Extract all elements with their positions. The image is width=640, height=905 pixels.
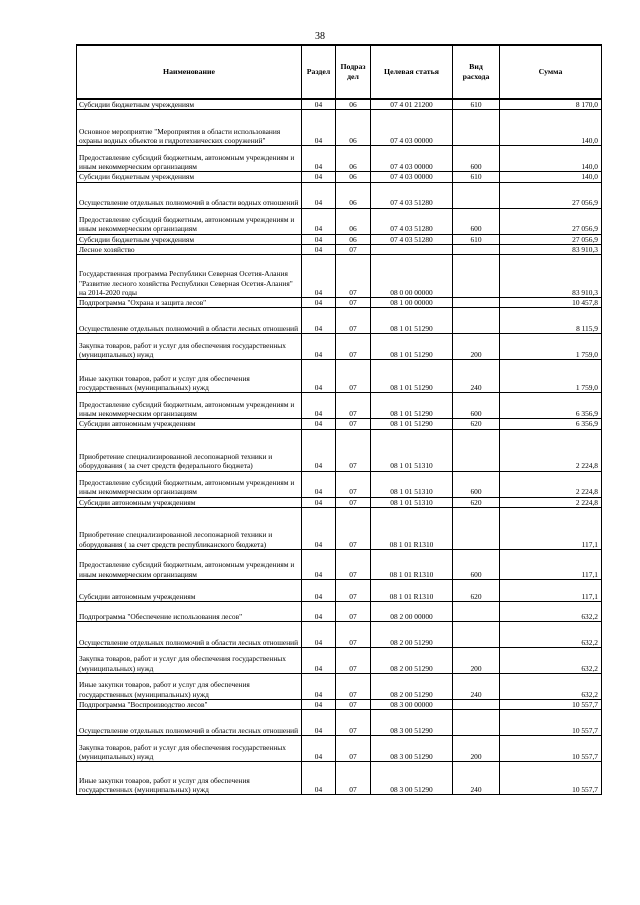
table-row <box>77 172 602 182</box>
header-subsection: Подраз дел <box>336 45 371 99</box>
row-name: Предоставление субсидий бюджетным, автономным учреждениям и иным некоммерческим организациям <box>77 549 302 579</box>
row-section: 04 <box>302 471 336 497</box>
budget-table <box>76 44 602 795</box>
row-subsection: 07 <box>336 507 371 549</box>
row-section: 04 <box>302 736 336 762</box>
row-expense-type: 620 <box>453 579 500 601</box>
table-row <box>77 234 602 244</box>
row-subsection: 06 <box>336 234 371 244</box>
row-subsection: 07 <box>336 393 371 419</box>
header-section: Раздел <box>302 45 336 99</box>
row-target: 08 2 00 51290 <box>371 673 453 699</box>
row-amount: 8 115,9 <box>500 308 602 334</box>
row-name: Иные закупки товаров, работ и услуг для обеспечения государственных (муниципальных) нужд <box>77 762 302 795</box>
row-expense-type <box>453 308 500 334</box>
row-subsection: 07 <box>336 244 371 254</box>
table-row <box>77 497 602 507</box>
row-amount: 117,1 <box>500 579 602 601</box>
row-amount: 10 557,7 <box>500 699 602 709</box>
row-target: 07 4 03 00000 <box>371 110 453 146</box>
row-section: 04 <box>302 762 336 795</box>
table-row <box>77 673 602 699</box>
row-subsection: 07 <box>336 419 371 429</box>
table-row <box>77 699 602 709</box>
row-section: 04 <box>302 360 336 393</box>
row-expense-type <box>453 244 500 254</box>
row-name: Предоставление субсидий бюджетным, автономным учреждениям и иным некоммерческим организациям <box>77 208 302 234</box>
row-target: 08 2 00 51290 <box>371 621 453 647</box>
row-section: 04 <box>302 497 336 507</box>
row-section: 04 <box>302 549 336 579</box>
row-amount: 10 557,7 <box>500 762 602 795</box>
row-name: Закупка товаров, работ и услуг для обеспечения государственных (муниципальных) нужд <box>77 736 302 762</box>
row-section: 04 <box>302 110 336 146</box>
table-row <box>77 308 602 334</box>
row-expense-type: 240 <box>453 360 500 393</box>
row-target: 08 1 01 51290 <box>371 308 453 334</box>
table-row <box>77 110 602 146</box>
row-target: 08 1 01 51290 <box>371 334 453 360</box>
table-body <box>77 99 602 795</box>
header-expense-type: Вид расхода <box>453 45 500 99</box>
row-name: Осуществление отдельных полномочий в области лесных отношений <box>77 621 302 647</box>
header-amount: Сумма <box>500 45 602 99</box>
row-expense-type <box>453 182 500 208</box>
row-amount: 10 557,7 <box>500 736 602 762</box>
row-target: 08 3 00 51290 <box>371 710 453 736</box>
table-header-row <box>77 45 602 99</box>
row-name: Приобретение специализированной лесопожарной техники и оборудования ( за счет средств федерального бюджета) <box>77 429 302 471</box>
table-row <box>77 298 602 308</box>
row-name: Предоставление субсидий бюджетным, автономным учреждениям и иным некоммерческим организациям <box>77 471 302 497</box>
row-name: Субсидии бюджетным учреждениям <box>77 172 302 182</box>
row-target: 08 1 01 R1310 <box>371 579 453 601</box>
row-amount: 10 557,7 <box>500 710 602 736</box>
table-row <box>77 334 602 360</box>
row-subsection: 07 <box>336 736 371 762</box>
table-row <box>77 621 602 647</box>
row-section: 04 <box>302 244 336 254</box>
row-name: Подпрограмма "Охрана и защита лесов" <box>77 298 302 308</box>
row-amount: 83 910,3 <box>500 255 602 298</box>
row-amount: 27 056,9 <box>500 234 602 244</box>
row-name: Субсидии автономным учреждениям <box>77 497 302 507</box>
row-subsection: 07 <box>336 699 371 709</box>
row-expense-type <box>453 621 500 647</box>
row-subsection: 07 <box>336 255 371 298</box>
row-amount: 632,2 <box>500 621 602 647</box>
row-expense-type: 600 <box>453 393 500 419</box>
row-subsection: 06 <box>336 172 371 182</box>
row-subsection: 06 <box>336 182 371 208</box>
row-amount: 27 056,9 <box>500 208 602 234</box>
row-name: Приобретение специализированной лесопожарной техники и оборудования ( за счет средств республиканского бюджета) <box>77 507 302 549</box>
row-target: 08 1 01 51310 <box>371 429 453 471</box>
row-expense-type <box>453 110 500 146</box>
table-row <box>77 710 602 736</box>
row-expense-type <box>453 601 500 621</box>
row-expense-type: 620 <box>453 419 500 429</box>
row-amount: 117,1 <box>500 507 602 549</box>
row-name: Подпрограмма "Обеспечение использования лесов" <box>77 601 302 621</box>
row-target: 08 1 01 51290 <box>371 360 453 393</box>
row-subsection: 07 <box>336 360 371 393</box>
row-amount: 83 910,3 <box>500 244 602 254</box>
table-row <box>77 419 602 429</box>
table-row <box>77 244 602 254</box>
row-amount: 8 170,0 <box>500 99 602 110</box>
row-subsection: 07 <box>336 673 371 699</box>
table-row <box>77 146 602 172</box>
row-section: 04 <box>302 621 336 647</box>
row-name: Основное мероприятие "Мероприятия в области использования охраны водных объектов и гидротехнических сооружений" <box>77 110 302 146</box>
row-name: Закупка товаров, работ и услуг для обеспечения государственных (муниципальных) нужд <box>77 334 302 360</box>
row-amount: 117,1 <box>500 549 602 579</box>
row-expense-type: 240 <box>453 762 500 795</box>
row-section: 04 <box>302 710 336 736</box>
row-name: Осуществление отдельных полномочий в области лесных отношений <box>77 710 302 736</box>
table-row <box>77 762 602 795</box>
row-target: 08 1 01 R1310 <box>371 507 453 549</box>
row-amount: 27 056,9 <box>500 182 602 208</box>
table-row <box>77 393 602 419</box>
row-target: 08 2 00 00000 <box>371 601 453 621</box>
table-row <box>77 507 602 549</box>
row-target: 08 0 00 00000 <box>371 255 453 298</box>
row-amount: 2 224,8 <box>500 471 602 497</box>
row-section: 04 <box>302 419 336 429</box>
row-amount: 632,2 <box>500 647 602 673</box>
row-target: 08 1 00 00000 <box>371 298 453 308</box>
row-name: Субсидии автономным учреждениям <box>77 419 302 429</box>
row-amount: 6 356,9 <box>500 419 602 429</box>
row-section: 04 <box>302 208 336 234</box>
row-expense-type: 240 <box>453 673 500 699</box>
row-name: Иные закупки товаров, работ и услуг для обеспечения государственных (муниципальных) нужд <box>77 673 302 699</box>
row-amount: 1 759,0 <box>500 334 602 360</box>
row-subsection: 07 <box>336 308 371 334</box>
row-expense-type <box>453 298 500 308</box>
table-row <box>77 471 602 497</box>
table-row <box>77 255 602 298</box>
row-amount: 6 356,9 <box>500 393 602 419</box>
row-subsection: 07 <box>336 762 371 795</box>
row-section: 04 <box>302 99 336 110</box>
row-target: 08 3 00 51290 <box>371 762 453 795</box>
row-expense-type: 200 <box>453 647 500 673</box>
row-subsection: 07 <box>336 549 371 579</box>
row-name: Осуществление отдельных полномочий в области лесных отношений <box>77 308 302 334</box>
row-subsection: 06 <box>336 146 371 172</box>
row-amount: 2 224,8 <box>500 497 602 507</box>
row-target: 08 3 00 51290 <box>371 736 453 762</box>
row-expense-type: 600 <box>453 146 500 172</box>
row-name: Подпрограмма "Воспроизводство лесов" <box>77 699 302 709</box>
row-target: 08 1 01 51290 <box>371 393 453 419</box>
row-amount: 632,2 <box>500 601 602 621</box>
table-row <box>77 208 602 234</box>
row-section: 04 <box>302 601 336 621</box>
row-subsection: 06 <box>336 99 371 110</box>
row-name: Предоставление субсидий бюджетным, автономным учреждениям и иным некоммерческим организациям <box>77 146 302 172</box>
row-subsection: 07 <box>336 298 371 308</box>
row-subsection: 07 <box>336 579 371 601</box>
table-row <box>77 579 602 601</box>
row-subsection: 07 <box>336 601 371 621</box>
row-amount: 140,0 <box>500 110 602 146</box>
row-name: Лесное хозяйство <box>77 244 302 254</box>
table-row <box>77 647 602 673</box>
row-section: 04 <box>302 699 336 709</box>
header-name: Наименование <box>77 45 302 99</box>
row-target: 08 1 01 51310 <box>371 471 453 497</box>
row-subsection: 07 <box>336 497 371 507</box>
row-subsection: 07 <box>336 471 371 497</box>
row-target: 08 1 01 51310 <box>371 497 453 507</box>
row-subsection: 06 <box>336 208 371 234</box>
row-target: 08 3 00 00000 <box>371 699 453 709</box>
row-section: 04 <box>302 234 336 244</box>
row-amount: 10 457,8 <box>500 298 602 308</box>
row-name: Иные закупки товаров, работ и услуг для обеспечения государственных (муниципальных) нужд <box>77 360 302 393</box>
row-section: 04 <box>302 182 336 208</box>
row-section: 04 <box>302 393 336 419</box>
row-expense-type: 600 <box>453 208 500 234</box>
row-section: 04 <box>302 146 336 172</box>
row-expense-type: 600 <box>453 471 500 497</box>
row-subsection: 07 <box>336 710 371 736</box>
row-name: Закупка товаров, работ и услуг для обеспечения государственных (муниципальных) нужд <box>77 647 302 673</box>
row-target <box>371 244 453 254</box>
row-section: 04 <box>302 673 336 699</box>
row-target: 07 4 03 00000 <box>371 146 453 172</box>
page-number: 38 <box>315 31 325 42</box>
row-expense-type: 620 <box>453 497 500 507</box>
row-expense-type <box>453 699 500 709</box>
row-expense-type: 200 <box>453 736 500 762</box>
row-name: Субсидии бюджетным учреждениям <box>77 99 302 110</box>
row-section: 04 <box>302 647 336 673</box>
row-section: 04 <box>302 579 336 601</box>
table-row <box>77 99 602 110</box>
row-section: 04 <box>302 172 336 182</box>
row-expense-type <box>453 255 500 298</box>
row-subsection: 07 <box>336 334 371 360</box>
row-expense-type: 610 <box>453 99 500 110</box>
row-target: 08 2 00 51290 <box>371 647 453 673</box>
row-name: Субсидии бюджетным учреждениям <box>77 234 302 244</box>
row-section: 04 <box>302 298 336 308</box>
row-expense-type: 600 <box>453 549 500 579</box>
row-amount: 1 759,0 <box>500 360 602 393</box>
row-amount: 2 224,8 <box>500 429 602 471</box>
row-target: 08 1 01 R1310 <box>371 549 453 579</box>
row-expense-type: 610 <box>453 234 500 244</box>
row-name: Государственная программа Республики Северная Осетия-Алания "Развитие лесного хозяйства Республики Северная Осетия-Алания" на 2014-2020 годы <box>77 255 302 298</box>
table-row <box>77 429 602 471</box>
row-name: Субсидии автономным учреждениям <box>77 579 302 601</box>
row-section: 04 <box>302 507 336 549</box>
row-expense-type <box>453 429 500 471</box>
row-section: 04 <box>302 429 336 471</box>
table-row <box>77 360 602 393</box>
row-expense-type: 200 <box>453 334 500 360</box>
row-subsection: 07 <box>336 647 371 673</box>
row-target: 07 4 03 00000 <box>371 172 453 182</box>
table-row <box>77 736 602 762</box>
row-amount: 140,0 <box>500 172 602 182</box>
row-target: 07 4 03 51280 <box>371 182 453 208</box>
row-target: 07 4 03 51280 <box>371 208 453 234</box>
row-target: 07 4 03 51280 <box>371 234 453 244</box>
row-subsection: 07 <box>336 429 371 471</box>
row-section: 04 <box>302 255 336 298</box>
row-name: Предоставление субсидий бюджетным, автономным учреждениям и иным некоммерческим организациям <box>77 393 302 419</box>
row-subsection: 07 <box>336 621 371 647</box>
row-expense-type <box>453 507 500 549</box>
row-amount: 140,0 <box>500 146 602 172</box>
row-target: 07 4 01 21200 <box>371 99 453 110</box>
row-expense-type <box>453 710 500 736</box>
header-target: Целевая статья <box>371 45 453 99</box>
row-expense-type: 610 <box>453 172 500 182</box>
row-amount: 632,2 <box>500 673 602 699</box>
row-section: 04 <box>302 308 336 334</box>
table-row <box>77 182 602 208</box>
table-row <box>77 549 602 579</box>
row-subsection: 06 <box>336 110 371 146</box>
row-name: Осуществление отдельных полномочий в области водных отношений <box>77 182 302 208</box>
table-row <box>77 601 602 621</box>
row-target: 08 1 01 51290 <box>371 419 453 429</box>
row-section: 04 <box>302 334 336 360</box>
